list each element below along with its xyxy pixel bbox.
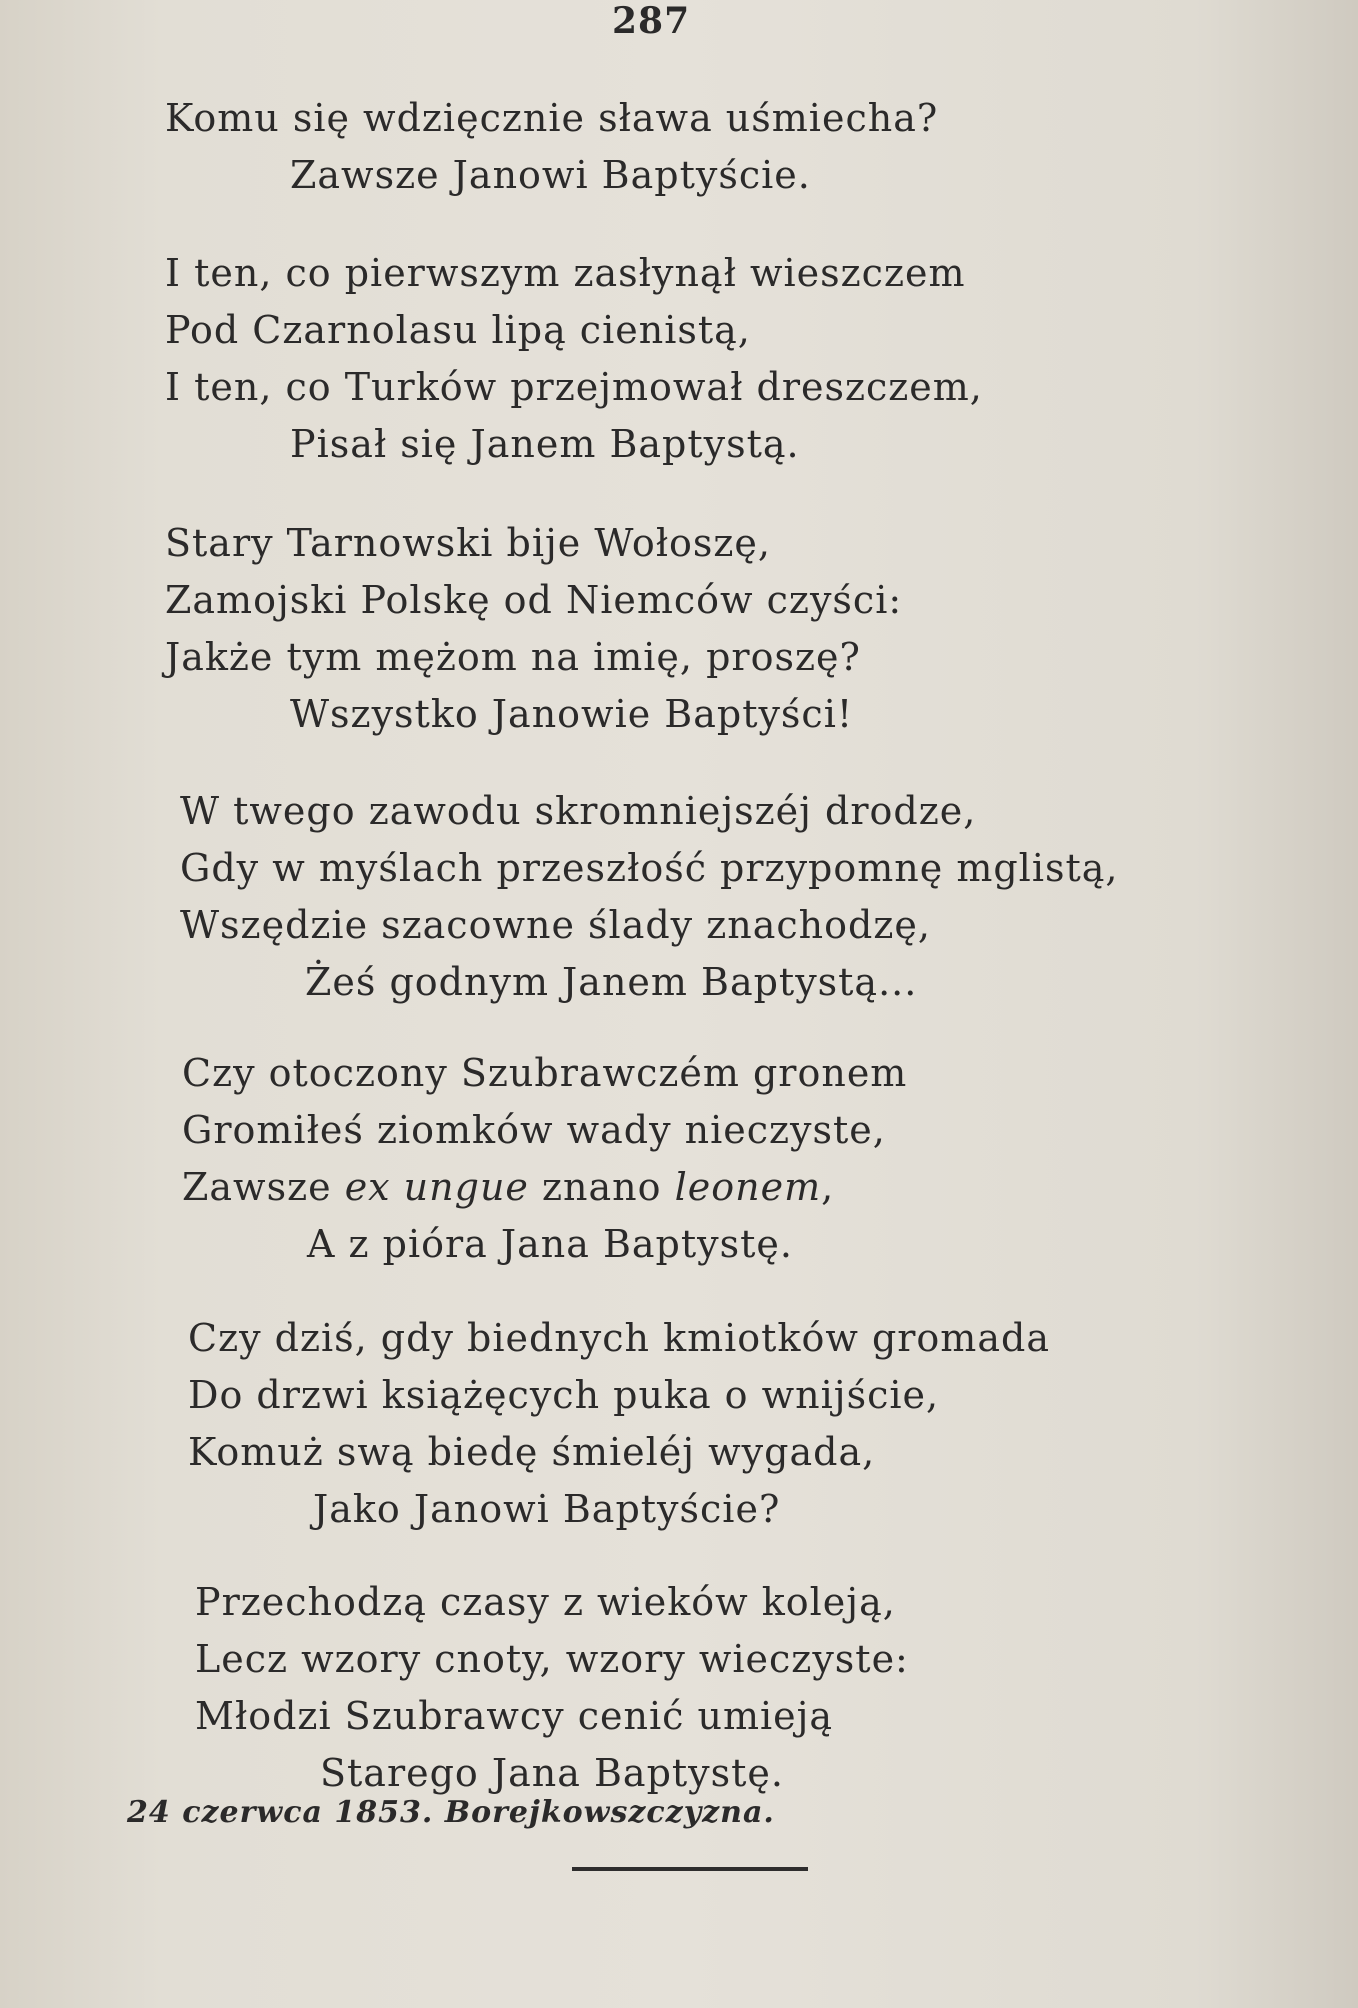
verse-line: Wszystko Janowie Baptyści!	[290, 692, 854, 736]
dateline: 24 czerwca 1853. Borejkowszczyzna.	[127, 1795, 775, 1830]
verse-line: I ten, co pierwszym zasłynął wieszczem	[165, 251, 966, 295]
verse-line: Gromiłeś ziomków wady nieczyste,	[182, 1108, 886, 1152]
verse-line: Pisał się Janem Baptystą.	[290, 422, 800, 466]
verse-line: Zawsze Janowi Baptyście.	[290, 153, 811, 197]
stanza-3	[165, 515, 1295, 743]
stanza-1	[165, 90, 1295, 204]
verse-line: Czy dziś, gdy biednych kmiotków gromada	[188, 1316, 1050, 1360]
verse-text: ,	[821, 1165, 835, 1209]
stanza-4	[180, 783, 1310, 1011]
verse-text: znano	[528, 1165, 675, 1209]
verse-line: Żeś godnym Janem Baptystą...	[305, 960, 918, 1004]
latin-word: leonem	[674, 1165, 822, 1209]
verse-line: Wszędzie szacowne ślady znachodzę,	[180, 903, 931, 947]
closing-rule	[572, 1867, 808, 1871]
page-number: 287	[612, 0, 691, 42]
latin-phrase: ex ungue	[344, 1165, 529, 1209]
verse-line: Jakże tym mężom na imię, proszę?	[165, 635, 861, 679]
verse-line: Czy otoczony Szubrawczém gronem	[182, 1051, 908, 1095]
verse-line: Zamojski Polskę od Niemców czyści:	[165, 578, 903, 622]
verse-line: A z pióra Jana Baptystę.	[307, 1222, 793, 1266]
verse-line: I ten, co Turków przejmował dreszczem,	[165, 365, 983, 409]
stanza-2	[165, 245, 1295, 473]
verse-line: Jako Janowi Baptyście?	[313, 1487, 781, 1531]
verse-line: Stary Tarnowski bije Wołoszę,	[165, 521, 771, 565]
verse-line: Komuż swą biedę śmieléj wygada,	[188, 1430, 876, 1474]
verse-line: Lecz wzory cnoty, wzory wieczyste:	[195, 1637, 909, 1681]
verse-line-with-latin	[182, 1159, 1312, 1216]
verse-line: Do drzwi książęcych puka o wnijście,	[188, 1373, 940, 1417]
verse-line: W twego zawodu skromniejszéj drodze,	[180, 789, 977, 833]
verse-line: Gdy w myślach przeszłość przypomnę mglistą,	[180, 846, 1119, 890]
verse-line: Młodzi Szubrawcy cenić umieją	[195, 1694, 834, 1738]
verse-line: Pod Czarnolasu lipą cienistą,	[165, 308, 751, 352]
verse-line: Przechodzą czasy z wieków koleją,	[195, 1580, 896, 1624]
verse-text: Zawsze	[182, 1165, 345, 1209]
stanza-6	[188, 1310, 1318, 1538]
verse-line: Komu się wdzięcznie sława uśmiecha?	[165, 96, 939, 140]
stanza-7	[195, 1574, 1325, 1802]
verse-line: Starego Jana Baptystę.	[320, 1751, 784, 1795]
stanza-5	[182, 1045, 1312, 1273]
